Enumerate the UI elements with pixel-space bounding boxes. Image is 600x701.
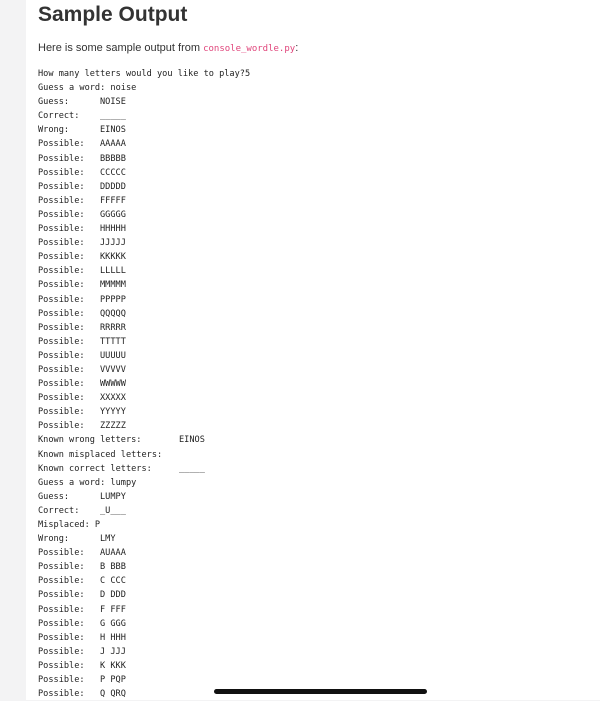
output-line-value: WWWWW: [100, 379, 126, 390]
output-line: [38, 222, 578, 236]
output-line-label: Possible:: [38, 224, 85, 235]
output-line-label: Correct:: [38, 505, 80, 516]
output-line-value: _U___: [100, 505, 126, 516]
output-line: [38, 194, 578, 208]
output-line-label: Possible:: [38, 336, 85, 347]
output-line: [38, 377, 578, 391]
output-line: [38, 335, 578, 349]
output-line-value: GGGGG: [100, 209, 126, 220]
output-line-value: LLLLL: [100, 266, 126, 277]
output-line: [38, 631, 578, 645]
output-line-label: Possible:: [38, 181, 85, 192]
output-line: [38, 67, 578, 81]
output-line-label: Possible:: [38, 266, 85, 277]
output-line: [38, 236, 578, 250]
output-line-value: LUMPY: [100, 491, 126, 502]
output-line-label: Possible:: [38, 167, 85, 178]
output-line-label: Possible:: [38, 238, 85, 249]
output-line-value: XXXXX: [100, 393, 126, 404]
output-line-value: _____: [100, 111, 126, 122]
output-line-value: ZZZZZ: [100, 421, 126, 432]
output-line: [38, 560, 578, 574]
output-line-value: KKKKK: [100, 252, 126, 263]
output-line-label: Known wrong letters:: [38, 435, 142, 446]
output-line-value: MMMMM: [100, 280, 126, 291]
filename-code: console_wordle.py: [203, 44, 296, 54]
output-line-value: EINOS: [179, 435, 205, 446]
output-line: [38, 673, 578, 687]
output-line-value: EINOS: [100, 125, 126, 136]
output-line-label: Possible:: [38, 646, 85, 657]
output-line: [38, 603, 578, 617]
output-line-value: UUUUU: [100, 350, 126, 361]
output-line-value: F FFF: [100, 604, 126, 615]
output-line-label: Correct:: [38, 111, 80, 122]
output-line-value: D DDD: [100, 590, 126, 601]
output-line: [38, 574, 578, 588]
output-line-label: Possible:: [38, 675, 85, 686]
output-line-label: Possible:: [38, 308, 85, 319]
output-line-label: Misplaced: P: [38, 520, 101, 530]
output-line-label: How many letters would you like to play?5: [38, 69, 251, 79]
output-line-label: Guess a word: lumpy: [38, 477, 137, 488]
output-line-label: Possible:: [38, 280, 85, 291]
output-line-label: Possible:: [38, 322, 85, 333]
output-line-label: Possible:: [38, 139, 85, 150]
output-line-value: H HHH: [100, 632, 126, 643]
output-line: [38, 419, 578, 433]
intro-paragraph: [38, 41, 298, 56]
output-line-value: TTTTT: [100, 336, 126, 347]
output-line-label: Possible:: [38, 421, 85, 432]
output-line-value: RRRRR: [100, 322, 126, 333]
output-line: [38, 490, 578, 504]
output-line: [38, 433, 578, 447]
output-line-label: Possible:: [38, 364, 85, 375]
output-line-label: Possible:: [38, 252, 85, 263]
output-line-label: Possible:: [38, 209, 85, 220]
output-line-value: VVVVV: [100, 364, 126, 375]
output-line-value: J JJJ: [100, 646, 126, 657]
output-line: [38, 405, 578, 419]
intro-text: Here is some sample output from: [38, 42, 204, 54]
output-line-label: Guess:: [38, 97, 70, 108]
output-line: [38, 123, 578, 137]
output-line: [38, 250, 578, 264]
output-line-value: DDDDD: [100, 181, 126, 192]
output-line-label: Possible:: [38, 393, 85, 404]
output-line-label: Possible:: [38, 689, 85, 700]
output-line-label: Possible:: [38, 576, 85, 587]
output-line-value: AUAAA: [100, 548, 126, 559]
output-line-value: JJJJJ: [100, 238, 126, 249]
output-line-value: YYYYY: [100, 407, 126, 418]
output-line: [38, 293, 578, 307]
output-line-label: Guess a word: noise: [38, 83, 137, 94]
output-line-label: Possible:: [38, 562, 85, 573]
output-line-label: Possible:: [38, 618, 85, 629]
intro-suffix: :: [295, 42, 299, 54]
output-line: [38, 349, 578, 363]
output-line: [38, 109, 578, 123]
output-line: [38, 645, 578, 659]
home-indicator[interactable]: [214, 689, 427, 694]
output-line-label: Possible:: [38, 548, 85, 559]
output-line-label: Possible:: [38, 632, 85, 643]
output-line: [38, 307, 578, 321]
output-line-value: NOISE: [100, 97, 126, 108]
output-line-label: Possible:: [38, 350, 85, 361]
output-line-label: Possible:: [38, 153, 85, 164]
output-line-value: AAAAA: [100, 139, 126, 150]
output-line-label: Possible:: [38, 379, 85, 390]
output-line-value: B BBB: [100, 562, 126, 573]
output-line-value: _____: [179, 463, 205, 474]
output-line: [38, 321, 578, 335]
output-line-label: Possible:: [38, 604, 85, 615]
console-output-block: [38, 67, 578, 701]
output-line-label: Possible:: [38, 195, 85, 206]
output-line-value: LMY: [100, 534, 116, 545]
output-line-value: P PQP: [100, 675, 126, 686]
output-line-label: Possible:: [38, 590, 85, 601]
output-line-label: Possible:: [38, 407, 85, 418]
output-line: [38, 278, 578, 292]
output-line-value: BBBBB: [100, 153, 126, 164]
page-title: Sample Output: [38, 3, 188, 26]
output-line-value: C CCC: [100, 576, 126, 587]
output-line-label: Guess:: [38, 491, 70, 502]
output-line: [38, 476, 578, 490]
output-line: [38, 137, 578, 151]
output-line: [38, 391, 578, 405]
output-line-value: Q QRQ: [100, 689, 126, 700]
output-line-label: Wrong:: [38, 534, 70, 545]
output-line: [38, 588, 578, 602]
output-line-value: HHHHH: [100, 224, 126, 235]
output-line: [38, 152, 578, 166]
output-line: [38, 95, 578, 109]
output-line-label: Wrong:: [38, 125, 70, 136]
output-line: [38, 546, 578, 560]
output-line-label: Possible:: [38, 294, 85, 305]
output-line: [38, 532, 578, 546]
output-line: [38, 166, 578, 180]
output-line-value: PPPPP: [100, 294, 126, 305]
output-line: [38, 81, 578, 95]
output-line-value: G GGG: [100, 618, 126, 629]
output-line: [38, 504, 578, 518]
output-line-value: QQQQQ: [100, 308, 126, 319]
output-line: [38, 264, 578, 278]
output-line-value: CCCCC: [100, 167, 126, 178]
output-line-value: FFFFF: [100, 195, 126, 206]
output-line: [38, 462, 578, 476]
output-line: [38, 363, 578, 377]
output-line: [38, 180, 578, 194]
output-line-label: Known misplaced letters:: [38, 449, 163, 460]
output-line: [38, 448, 578, 462]
output-line: [38, 659, 578, 673]
output-line-value: K KKK: [100, 660, 126, 671]
output-line: [38, 617, 578, 631]
output-line: [38, 518, 578, 532]
output-line-label: Known correct letters:: [38, 463, 152, 474]
output-line: [38, 208, 578, 222]
output-line-label: Possible:: [38, 660, 85, 671]
